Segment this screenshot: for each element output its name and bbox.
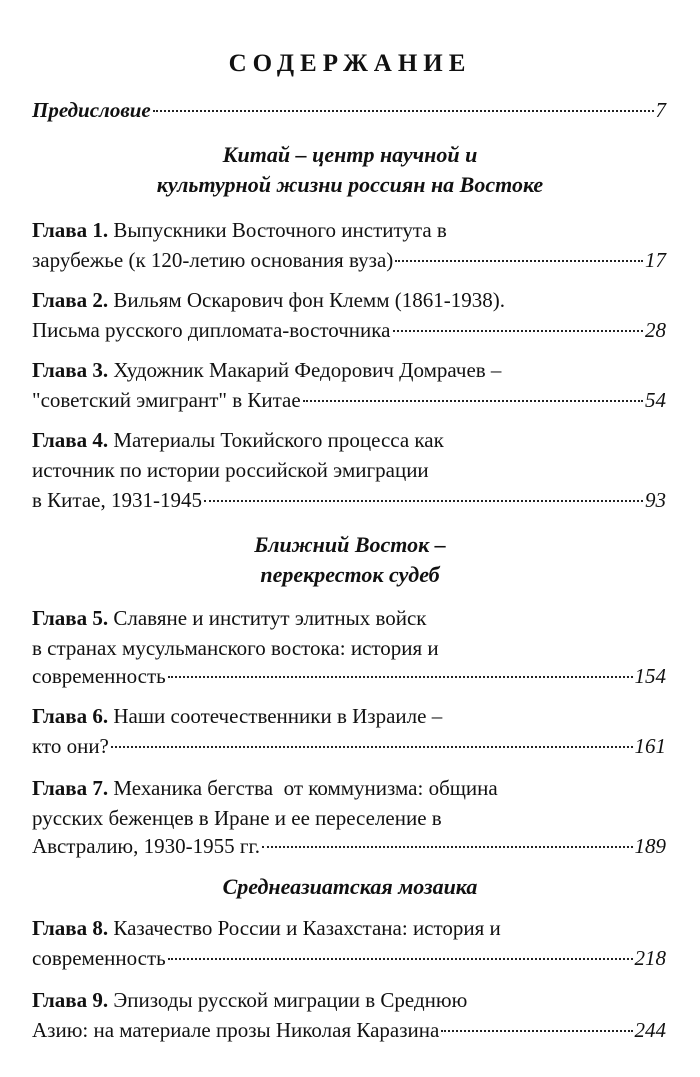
toc-entry-chapter-2-line2[interactable]	[32, 316, 666, 344]
chapter-title-text: Выпускники Восточного института в	[113, 218, 447, 242]
page-number: 218	[634, 946, 666, 970]
toc-entry-preface[interactable]	[32, 96, 666, 124]
section-heading-china-line2: культурной жизни россиян на Востоке	[156, 172, 544, 197]
section-heading-china: Китай – центр научной и	[222, 142, 478, 167]
dot-leader	[168, 676, 633, 678]
chapter-label: Глава 6.	[32, 704, 109, 728]
toc-entry-chapter-9-line1[interactable]	[32, 986, 666, 1014]
preface-label: Предисловие	[32, 98, 151, 122]
toc-entry-chapter-7-line2[interactable]	[32, 804, 666, 832]
chapter-title-text: Наши соотечественники в Израиле –	[113, 704, 443, 728]
chapter-title-text: "советский эмигрант" в Китае	[32, 388, 301, 412]
page-number: 7	[655, 98, 666, 122]
dot-leader	[441, 1030, 632, 1032]
dot-leader	[111, 746, 633, 748]
page-number: 17	[645, 248, 666, 272]
chapter-title-text: Механика бегства от коммунизма: община	[113, 776, 498, 800]
chapter-title-text: Австралию, 1930-1955 гг.	[32, 834, 260, 858]
page-number: 93	[645, 488, 666, 512]
chapter-label: Глава 5.	[32, 606, 109, 630]
page-number: 54	[645, 388, 666, 412]
dot-leader	[204, 500, 643, 502]
toc-entry-chapter-8-line1[interactable]	[32, 914, 666, 942]
chapter-title-text: Эпизоды русской миграции в Среднюю	[113, 988, 468, 1012]
chapter-title-text: Казачество России и Казахстана: история и	[113, 916, 501, 940]
dot-leader	[303, 400, 643, 402]
toc-entry-chapter-4-line1[interactable]	[32, 426, 666, 454]
dot-leader	[153, 110, 654, 112]
chapter-title-text: зарубежье (к 120-летию основания вуза)	[32, 248, 394, 272]
chapter-title-text: Материалы Токийского процесса как	[113, 428, 444, 452]
page-number: 244	[634, 1018, 666, 1042]
section-heading-central-asia: Среднеазиатская мозаика	[222, 874, 478, 899]
toc-entry-chapter-7-line1[interactable]	[32, 774, 666, 802]
dot-leader	[262, 846, 633, 848]
chapter-label: Глава 2.	[32, 288, 109, 312]
toc-entry-chapter-1-line1[interactable]	[32, 216, 666, 244]
toc-title: СОДЕРЖАНИЕ	[228, 50, 472, 77]
toc-entry-chapter-6-line2[interactable]	[32, 732, 666, 760]
chapter-label: Глава 3.	[32, 358, 109, 382]
toc-entry-chapter-3-line2[interactable]	[32, 386, 666, 414]
dot-leader	[168, 958, 633, 960]
chapter-label: Глава 8.	[32, 916, 109, 940]
toc-entry-chapter-2-line1[interactable]	[32, 286, 666, 314]
page-number: 189	[634, 834, 666, 858]
toc-entry-chapter-8-line2[interactable]	[32, 944, 666, 972]
page-number: 161	[634, 734, 666, 758]
chapter-title-text: русских беженцев в Иране и ее переселение в	[32, 806, 442, 830]
dot-leader	[393, 330, 644, 332]
chapter-title-text: в Китае, 1931-1945	[32, 488, 202, 512]
toc-entry-chapter-6-line1[interactable]	[32, 702, 666, 730]
page-number: 28	[645, 318, 666, 342]
toc-entry-chapter-4-line2[interactable]	[32, 456, 666, 484]
chapter-label: Глава 4.	[32, 428, 109, 452]
chapter-title-text: Письма русского дипломата-восточника	[32, 318, 391, 342]
chapter-title-text: Славяне и институт элитных войск	[113, 606, 427, 630]
toc-entry-chapter-5-line3[interactable]	[32, 662, 666, 690]
toc-entry-chapter-5-line2[interactable]	[32, 634, 666, 662]
dot-leader	[395, 260, 643, 262]
section-heading-middle-east-line2: перекресток судеб	[260, 562, 440, 587]
chapter-title-text: Вильям Оскарович фон Клемм (1861-1938).	[113, 288, 505, 312]
chapter-title-text: современность	[32, 664, 166, 688]
section-heading-middle-east: Ближний Восток –	[254, 532, 446, 557]
chapter-title-text: Азию: на материале прозы Николая Каразина	[32, 1018, 440, 1042]
chapter-title-text: Художник Макарий Федорович Домрачев –	[113, 358, 502, 382]
toc-entry-chapter-9-line2[interactable]	[32, 1016, 666, 1044]
chapter-title-text: в странах мусульманского востока: история и	[32, 636, 439, 660]
page-number: 154	[634, 664, 666, 688]
toc-entry-chapter-1-line2[interactable]	[32, 246, 666, 274]
chapter-label: Глава 9.	[32, 988, 109, 1012]
toc-entry-chapter-5-line1[interactable]	[32, 604, 666, 632]
chapter-title-text: современность	[32, 946, 166, 970]
chapter-label: Глава 1.	[32, 218, 109, 242]
chapter-label: Глава 7.	[32, 776, 109, 800]
chapter-title-text: кто они?	[32, 734, 109, 758]
toc-entry-chapter-4-line3[interactable]	[32, 486, 666, 514]
toc-entry-chapter-3-line1[interactable]	[32, 356, 666, 384]
chapter-title-text: источник по истории российской эмиграции	[32, 458, 429, 482]
toc-entry-chapter-7-line3[interactable]	[32, 832, 666, 860]
